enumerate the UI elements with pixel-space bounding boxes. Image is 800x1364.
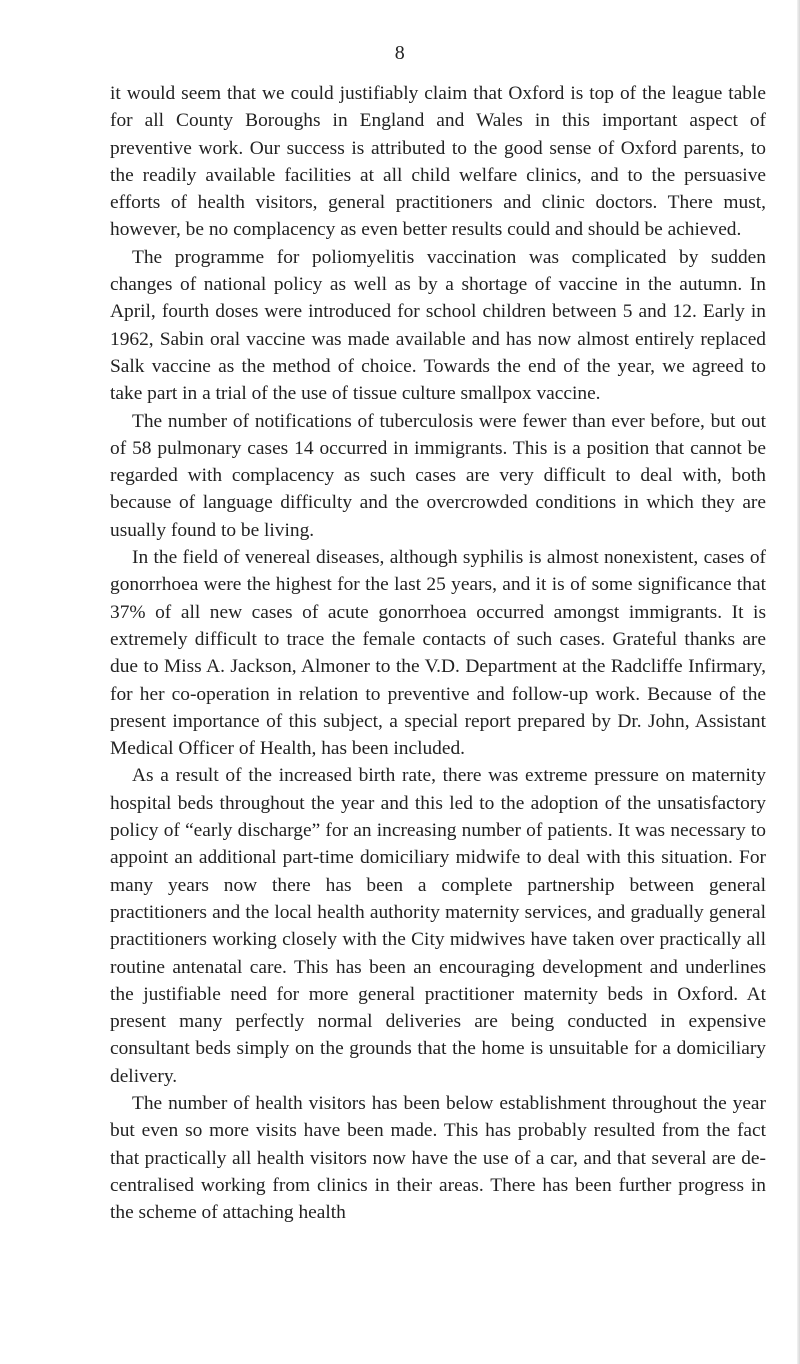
paragraph-maternity: As a result of the increased birth rate, there was extreme pressure on maternity hospital beds throughout the year and this led to the adoption of the unsatisfactory policy of “early discharge” for an increasing number of patients. It was necessary to appoint an additional part-time domiciliary midwife to deal with this situation. For many years now there has been a complete partnership between general practitioners and the local health authority maternity services, and gradually general practitioners working closely with the City midwives have taken over practically all routine antenatal care. This has been an encouraging development and underlines the justifiable need for more general practitioner maternity beds in Oxford. At present many perfectly normal deliveries are being conducted in expensive consultant beds simply on the grounds that the home is unsuitable for a domiciliary delivery. [110,765,766,1087]
paragraph-poliomyelitis: The programme for poliomyelitis vaccination was complicated by sudden changes of national policy as well as by a shortage of vaccine in the autumn. In April, fourth doses were introduced for school children between 5 and 12. Early in 1962, Sabin oral vaccine was made available and has now almost entirely replaced Salk vaccine as the method of choice. Towards the end of the year, we agreed to take part in a trial of the use of tissue culture smallpox vaccine. [110,246,766,405]
paragraph-tuberculosis: The number of notifications of tuberculosis were fewer than ever before, but out of 58 pulmonary cases 14 occurred in immigrants. This is a position that cannot be regarded with complacency as such cases are very difficult to deal with, both because of language difficulty and the overcrowded conditions in which they are usually found to be living. [110,410,766,541]
page-body [110,80,766,1226]
page-number: 8 [394,42,406,64]
paragraph-venereal-diseases: In the field of venereal diseases, although syphilis is almost nonexistent, cases of gonorrhoea were the highest for the last 25 years, and it is of some significance that 37% of all new cases of acute gonorrhoea occurred amongst immigrants. It is extremely difficult to trace the female contacts of such cases. Grateful thanks are due to Miss A. Jackson, Almoner to the V.D. Department at the Radcliffe Infirmary, for her co-operation in relation to preventive and follow-up work. Because of the present importance of this subject, a special report prepared by Dr. John, Assistant Medical Officer of Health, has been included. [110,547,766,760]
paragraph-health-visitors: The number of health visitors has been below establishment throughout the year but even so more visits have been made. This has probably resulted from the fact that practically all health visitors now have the use of a car, and that several are de-centralised working from clinics in their areas. There has been further progress in the scheme of attaching health [110,1092,766,1224]
paragraph-continuation: it would seem that we could justifiably claim that Oxford is top of the league table for all County Boroughs in England and Wales in this important aspect of preventive work. Our success is attributed to the good sense of Oxford parents, to the readily available facilities at all child welfare clinics, and to the persuasive efforts of health visitors, general practitioners and clinic doctors. There must, however, be no complacency as even better results could and should be achieved. [110,83,766,241]
